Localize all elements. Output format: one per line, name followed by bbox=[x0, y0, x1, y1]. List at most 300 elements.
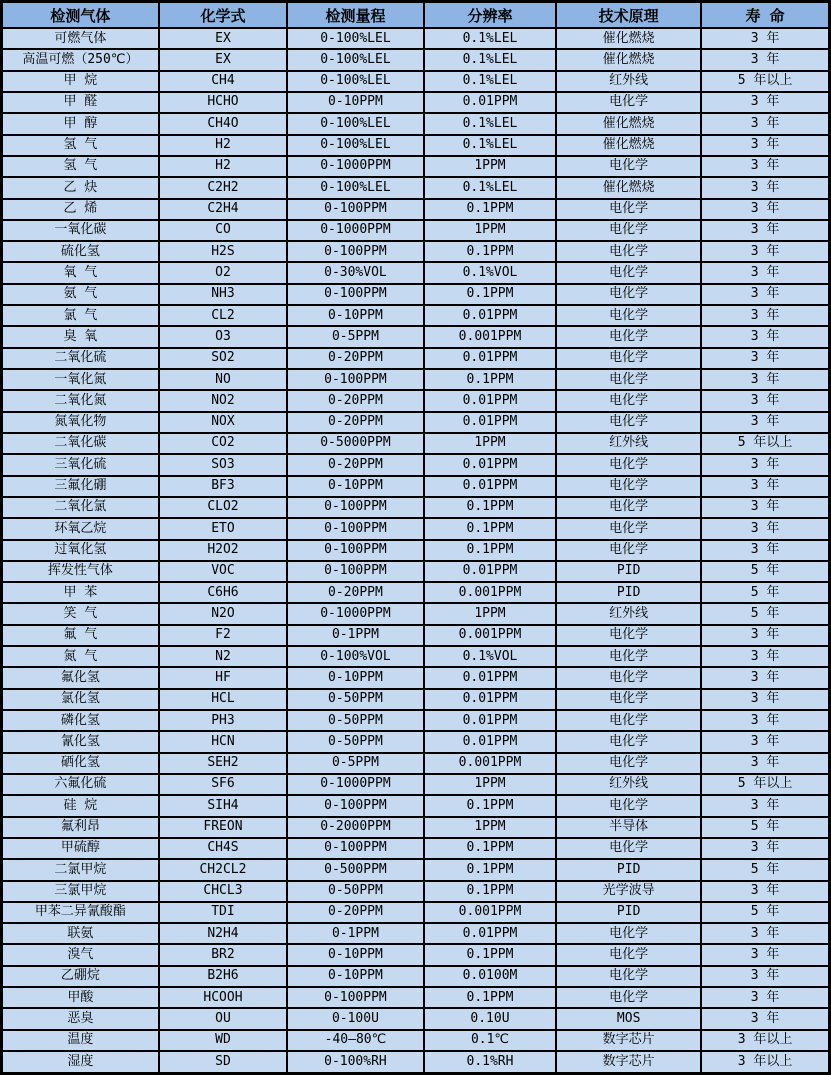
table-cell-formula: C2H2 bbox=[159, 177, 287, 198]
table-cell-formula: CLO2 bbox=[159, 497, 287, 518]
table-cell-range: 0-100%LEL bbox=[287, 71, 424, 92]
table-cell-range: 0-20PPM bbox=[287, 390, 424, 411]
table-cell-gas: 六氟化硫 bbox=[2, 774, 159, 795]
table-cell-formula: PH3 bbox=[159, 710, 287, 731]
table-cell-formula: HCOOH bbox=[159, 987, 287, 1008]
table-cell-principle: 电化学 bbox=[556, 412, 701, 433]
table-cell-principle: 电化学 bbox=[556, 156, 701, 177]
table-cell-range: 0-100PPM bbox=[287, 540, 424, 561]
table-cell-principle: 催化燃烧 bbox=[556, 135, 701, 156]
table-row bbox=[2, 241, 830, 262]
table-cell-formula: C6H6 bbox=[159, 582, 287, 603]
table-row bbox=[2, 518, 830, 539]
table-row bbox=[2, 987, 830, 1008]
table-cell-formula: F2 bbox=[159, 625, 287, 646]
table-cell-principle: PID bbox=[556, 859, 701, 880]
table-cell-lifespan: 3 年 bbox=[701, 135, 829, 156]
table-cell-formula: WD bbox=[159, 1030, 287, 1051]
table-cell-gas: 二氯甲烷 bbox=[2, 859, 159, 880]
table-cell-range: 0-10PPM bbox=[287, 92, 424, 113]
table-cell-principle: 电化学 bbox=[556, 667, 701, 688]
table-cell-gas: 湿度 bbox=[2, 1051, 159, 1074]
table-cell-range: 0-100PPM bbox=[287, 369, 424, 390]
table-row bbox=[2, 795, 830, 816]
table-cell-resolution: 0.01PPM bbox=[424, 923, 556, 944]
table-cell-gas: 挥发性气体 bbox=[2, 561, 159, 582]
table-cell-resolution: 0.001PPM bbox=[424, 902, 556, 923]
table-row bbox=[2, 731, 830, 752]
table-cell-lifespan: 5 年 bbox=[701, 603, 829, 624]
table-cell-range: 0-100%LEL bbox=[287, 177, 424, 198]
table-cell-principle: 红外线 bbox=[556, 71, 701, 92]
table-cell-lifespan: 3 年 bbox=[701, 753, 829, 774]
table-row bbox=[2, 476, 830, 497]
table-cell-lifespan: 3 年以上 bbox=[701, 1051, 829, 1074]
table-cell-resolution: 1PPM bbox=[424, 220, 556, 241]
table-cell-lifespan: 3 年 bbox=[701, 284, 829, 305]
table-cell-gas: 甲 醇 bbox=[2, 113, 159, 134]
table-cell-range: 0-20PPM bbox=[287, 902, 424, 923]
table-cell-resolution: 0.1PPM bbox=[424, 881, 556, 902]
table-cell-range: 0-100U bbox=[287, 1008, 424, 1029]
table-row bbox=[2, 689, 830, 710]
table-cell-formula: CHCL3 bbox=[159, 881, 287, 902]
table-row bbox=[2, 561, 830, 582]
table-cell-principle: 电化学 bbox=[556, 987, 701, 1008]
table-cell-range: 0-1000PPM bbox=[287, 220, 424, 241]
table-cell-resolution: 0.01PPM bbox=[424, 731, 556, 752]
table-row bbox=[2, 667, 830, 688]
table-cell-gas: 溴气 bbox=[2, 944, 159, 965]
table-cell-gas: 甲酸 bbox=[2, 987, 159, 1008]
table-cell-gas: 氯化氢 bbox=[2, 689, 159, 710]
table-cell-principle: 电化学 bbox=[556, 326, 701, 347]
table-cell-gas: 乙 炔 bbox=[2, 177, 159, 198]
table-cell-gas: 恶臭 bbox=[2, 1008, 159, 1029]
table-cell-formula: CH4O bbox=[159, 113, 287, 134]
table-cell-lifespan: 3 年以上 bbox=[701, 1030, 829, 1051]
table-cell-range: 0-1PPM bbox=[287, 923, 424, 944]
table-cell-formula: B2H6 bbox=[159, 966, 287, 987]
table-cell-gas: 氢 气 bbox=[2, 135, 159, 156]
table-cell-gas: 三氯甲烷 bbox=[2, 881, 159, 902]
table-cell-formula: BR2 bbox=[159, 944, 287, 965]
table-cell-resolution: 0.1PPM bbox=[424, 944, 556, 965]
table-cell-lifespan: 3 年 bbox=[701, 881, 829, 902]
table-cell-formula: CO2 bbox=[159, 433, 287, 454]
table-cell-principle: 电化学 bbox=[556, 540, 701, 561]
table-cell-range: 0-100PPM bbox=[287, 987, 424, 1008]
gas-table-body bbox=[2, 28, 830, 1074]
table-cell-gas: 二氧化硫 bbox=[2, 348, 159, 369]
table-cell-range: 0-100%LEL bbox=[287, 28, 424, 49]
table-cell-gas: 臭 氧 bbox=[2, 326, 159, 347]
table-cell-formula: N2 bbox=[159, 646, 287, 667]
table-row bbox=[2, 326, 830, 347]
table-cell-formula: H2O2 bbox=[159, 540, 287, 561]
table-cell-lifespan: 3 年 bbox=[701, 412, 829, 433]
table-cell-resolution: 0.1%LEL bbox=[424, 49, 556, 70]
table-cell-gas: 温度 bbox=[2, 1030, 159, 1051]
table-cell-range: 0-5000PPM bbox=[287, 433, 424, 454]
table-cell-principle: 数字芯片 bbox=[556, 1030, 701, 1051]
table-cell-resolution: 0.01PPM bbox=[424, 476, 556, 497]
table-cell-formula: FREON bbox=[159, 817, 287, 838]
table-cell-range: 0-1000PPM bbox=[287, 156, 424, 177]
table-cell-principle: 电化学 bbox=[556, 262, 701, 283]
table-cell-formula: OU bbox=[159, 1008, 287, 1029]
table-cell-gas: 二氧化氮 bbox=[2, 390, 159, 411]
table-cell-resolution: 0.01PPM bbox=[424, 689, 556, 710]
table-cell-resolution: 0.01PPM bbox=[424, 390, 556, 411]
table-row bbox=[2, 369, 830, 390]
table-cell-formula: CL2 bbox=[159, 305, 287, 326]
table-cell-resolution: 1PPM bbox=[424, 774, 556, 795]
table-cell-principle: 电化学 bbox=[556, 944, 701, 965]
table-cell-resolution: 0.1%LEL bbox=[424, 177, 556, 198]
table-cell-lifespan: 3 年 bbox=[701, 177, 829, 198]
table-row bbox=[2, 838, 830, 859]
table-row bbox=[2, 412, 830, 433]
table-row bbox=[2, 454, 830, 475]
table-cell-resolution: 0.10U bbox=[424, 1008, 556, 1029]
table-cell-range: 0-50PPM bbox=[287, 710, 424, 731]
table-cell-formula: SF6 bbox=[159, 774, 287, 795]
table-cell-resolution: 1PPM bbox=[424, 156, 556, 177]
table-cell-lifespan: 5 年 bbox=[701, 817, 829, 838]
table-cell-resolution: 0.01PPM bbox=[424, 305, 556, 326]
table-row bbox=[2, 582, 830, 603]
table-cell-range: 0-100PPM bbox=[287, 518, 424, 539]
table-row bbox=[2, 944, 830, 965]
table-cell-principle: PID bbox=[556, 582, 701, 603]
table-cell-range: 0-1000PPM bbox=[287, 774, 424, 795]
table-cell-formula: NO bbox=[159, 369, 287, 390]
table-cell-principle: 电化学 bbox=[556, 646, 701, 667]
table-row bbox=[2, 177, 830, 198]
table-cell-gas: 氮 气 bbox=[2, 646, 159, 667]
table-row bbox=[2, 262, 830, 283]
table-cell-principle: 电化学 bbox=[556, 92, 701, 113]
table-cell-resolution: 0.1PPM bbox=[424, 838, 556, 859]
table-cell-range: 0-500PPM bbox=[287, 859, 424, 880]
table-cell-resolution: 0.001PPM bbox=[424, 625, 556, 646]
table-cell-gas: 一氧化氮 bbox=[2, 369, 159, 390]
table-cell-resolution: 0.01PPM bbox=[424, 710, 556, 731]
table-cell-lifespan: 3 年 bbox=[701, 305, 829, 326]
table-cell-formula: CH4S bbox=[159, 838, 287, 859]
table-row bbox=[2, 433, 830, 454]
table-cell-principle: 红外线 bbox=[556, 603, 701, 624]
table-cell-resolution: 0.1%RH bbox=[424, 1051, 556, 1074]
table-cell-range: 0-20PPM bbox=[287, 454, 424, 475]
table-cell-range: 0-20PPM bbox=[287, 348, 424, 369]
table-cell-resolution: 0.1PPM bbox=[424, 199, 556, 220]
table-cell-gas: 甲苯二异氰酸酯 bbox=[2, 902, 159, 923]
table-cell-formula: BF3 bbox=[159, 476, 287, 497]
table-row bbox=[2, 1030, 830, 1051]
table-row bbox=[2, 603, 830, 624]
table-cell-principle: 电化学 bbox=[556, 220, 701, 241]
table-cell-range: 0-100PPM bbox=[287, 284, 424, 305]
table-cell-formula: CH2CL2 bbox=[159, 859, 287, 880]
table-cell-lifespan: 3 年 bbox=[701, 497, 829, 518]
table-cell-principle: 电化学 bbox=[556, 923, 701, 944]
table-cell-resolution: 0.001PPM bbox=[424, 326, 556, 347]
table-cell-gas: 高温可燃（250℃） bbox=[2, 49, 159, 70]
table-cell-gas: 笑 气 bbox=[2, 603, 159, 624]
table-row bbox=[2, 135, 830, 156]
table-cell-gas: 二氧化碳 bbox=[2, 433, 159, 454]
header-cell-formula: 化学式 bbox=[159, 2, 287, 29]
table-row bbox=[2, 817, 830, 838]
table-cell-principle: 电化学 bbox=[556, 369, 701, 390]
table-cell-gas: 三氟化硼 bbox=[2, 476, 159, 497]
table-row bbox=[2, 390, 830, 411]
table-cell-gas: 过氧化氢 bbox=[2, 540, 159, 561]
table-row bbox=[2, 305, 830, 326]
table-cell-principle: MOS bbox=[556, 1008, 701, 1029]
table-cell-lifespan: 3 年 bbox=[701, 113, 829, 134]
table-cell-resolution: 0.1%LEL bbox=[424, 113, 556, 134]
table-cell-formula: O3 bbox=[159, 326, 287, 347]
table-cell-lifespan: 3 年 bbox=[701, 476, 829, 497]
table-cell-gas: 联氨 bbox=[2, 923, 159, 944]
table-cell-range: 0-20PPM bbox=[287, 412, 424, 433]
table-cell-principle: 电化学 bbox=[556, 497, 701, 518]
table-cell-principle: 电化学 bbox=[556, 454, 701, 475]
table-cell-lifespan: 3 年 bbox=[701, 667, 829, 688]
table-cell-lifespan: 3 年 bbox=[701, 390, 829, 411]
table-cell-lifespan: 5 年以上 bbox=[701, 71, 829, 92]
table-cell-lifespan: 3 年 bbox=[701, 966, 829, 987]
table-cell-gas: 一氧化碳 bbox=[2, 220, 159, 241]
table-cell-principle: 电化学 bbox=[556, 390, 701, 411]
table-cell-formula: SO3 bbox=[159, 454, 287, 475]
table-cell-lifespan: 3 年 bbox=[701, 731, 829, 752]
table-cell-range: 0-100PPM bbox=[287, 838, 424, 859]
table-cell-range: 0-100PPM bbox=[287, 795, 424, 816]
table-cell-range: 0-10PPM bbox=[287, 667, 424, 688]
table-cell-gas: 氟 气 bbox=[2, 625, 159, 646]
table-cell-gas: 三氧化硫 bbox=[2, 454, 159, 475]
table-cell-lifespan: 5 年 bbox=[701, 561, 829, 582]
table-cell-gas: 可燃气体 bbox=[2, 28, 159, 49]
table-cell-formula: H2S bbox=[159, 241, 287, 262]
table-cell-gas: 磷化氢 bbox=[2, 710, 159, 731]
table-cell-resolution: 0.01PPM bbox=[424, 412, 556, 433]
table-cell-formula: NH3 bbox=[159, 284, 287, 305]
table-cell-lifespan: 3 年 bbox=[701, 348, 829, 369]
table-cell-resolution: 0.1%LEL bbox=[424, 28, 556, 49]
table-cell-gas: 氰化氢 bbox=[2, 731, 159, 752]
table-cell-resolution: 1PPM bbox=[424, 433, 556, 454]
table-cell-resolution: 1PPM bbox=[424, 603, 556, 624]
table-cell-lifespan: 5 年以上 bbox=[701, 774, 829, 795]
table-cell-principle: PID bbox=[556, 561, 701, 582]
table-cell-principle: PID bbox=[556, 902, 701, 923]
table-cell-range: 0-10PPM bbox=[287, 476, 424, 497]
table-cell-gas: 环氧乙烷 bbox=[2, 518, 159, 539]
table-cell-lifespan: 3 年 bbox=[701, 369, 829, 390]
header-cell-resolution: 分辨率 bbox=[424, 2, 556, 29]
table-cell-range: 0-5PPM bbox=[287, 753, 424, 774]
table-cell-formula: SO2 bbox=[159, 348, 287, 369]
table-cell-gas: 甲硫醇 bbox=[2, 838, 159, 859]
table-row bbox=[2, 1008, 830, 1029]
table-cell-range: 0-100%RH bbox=[287, 1051, 424, 1074]
table-cell-formula: SIH4 bbox=[159, 795, 287, 816]
table-cell-formula: H2 bbox=[159, 156, 287, 177]
table-cell-resolution: 0.01PPM bbox=[424, 454, 556, 475]
table-cell-gas: 甲 苯 bbox=[2, 582, 159, 603]
table-row bbox=[2, 923, 830, 944]
table-cell-formula: VOC bbox=[159, 561, 287, 582]
table-cell-lifespan: 3 年 bbox=[701, 987, 829, 1008]
table-cell-lifespan: 3 年 bbox=[701, 241, 829, 262]
table-cell-formula: HCL bbox=[159, 689, 287, 710]
table-row bbox=[2, 92, 830, 113]
table-cell-formula: HCHO bbox=[159, 92, 287, 113]
table-cell-lifespan: 3 年 bbox=[701, 540, 829, 561]
table-cell-lifespan: 3 年 bbox=[701, 92, 829, 113]
table-cell-range: 0-50PPM bbox=[287, 689, 424, 710]
table-cell-resolution: 0.001PPM bbox=[424, 582, 556, 603]
table-cell-resolution: 0.01PPM bbox=[424, 667, 556, 688]
table-cell-formula: SEH2 bbox=[159, 753, 287, 774]
table-cell-principle: 催化燃烧 bbox=[556, 177, 701, 198]
table-cell-gas: 氟化氢 bbox=[2, 667, 159, 688]
table-row bbox=[2, 1051, 830, 1074]
table-cell-gas: 氯 气 bbox=[2, 305, 159, 326]
table-cell-range: 0-100PPM bbox=[287, 241, 424, 262]
table-cell-principle: 电化学 bbox=[556, 753, 701, 774]
table-header bbox=[2, 2, 830, 29]
table-row bbox=[2, 625, 830, 646]
table-cell-principle: 电化学 bbox=[556, 689, 701, 710]
table-cell-range: 0-2000PPM bbox=[287, 817, 424, 838]
table-cell-range: 0-100PPM bbox=[287, 199, 424, 220]
table-cell-lifespan: 3 年 bbox=[701, 199, 829, 220]
table-cell-formula: EX bbox=[159, 49, 287, 70]
table-cell-resolution: 0.0100M bbox=[424, 966, 556, 987]
table-cell-lifespan: 3 年 bbox=[701, 646, 829, 667]
table-cell-gas: 硫化氢 bbox=[2, 241, 159, 262]
table-cell-gas: 氨 气 bbox=[2, 284, 159, 305]
table-cell-principle: 数字芯片 bbox=[556, 1051, 701, 1074]
table-row bbox=[2, 540, 830, 561]
table-cell-range: 0-50PPM bbox=[287, 731, 424, 752]
table-cell-resolution: 0.01PPM bbox=[424, 92, 556, 113]
table-cell-lifespan: 3 年 bbox=[701, 625, 829, 646]
table-row bbox=[2, 859, 830, 880]
table-cell-principle: 电化学 bbox=[556, 518, 701, 539]
table-cell-resolution: 0.1PPM bbox=[424, 859, 556, 880]
table-cell-formula: EX bbox=[159, 28, 287, 49]
table-cell-lifespan: 3 年 bbox=[701, 944, 829, 965]
table-row bbox=[2, 220, 830, 241]
table-cell-principle: 光学波导 bbox=[556, 881, 701, 902]
table-cell-lifespan: 3 年 bbox=[701, 689, 829, 710]
header-cell-range: 检测量程 bbox=[287, 2, 424, 29]
table-cell-principle: 电化学 bbox=[556, 731, 701, 752]
table-cell-gas: 甲 醛 bbox=[2, 92, 159, 113]
table-row bbox=[2, 156, 830, 177]
table-cell-resolution: 0.1PPM bbox=[424, 284, 556, 305]
table-cell-range: 0-10PPM bbox=[287, 305, 424, 326]
header-cell-gas: 检测气体 bbox=[2, 2, 159, 29]
table-cell-formula: ETO bbox=[159, 518, 287, 539]
table-cell-lifespan: 3 年 bbox=[701, 710, 829, 731]
table-cell-range: 0-1PPM bbox=[287, 625, 424, 646]
table-cell-resolution: 0.1%LEL bbox=[424, 135, 556, 156]
table-cell-range: -40—80℃ bbox=[287, 1030, 424, 1051]
table-cell-resolution: 0.01PPM bbox=[424, 348, 556, 369]
table-cell-formula: HCN bbox=[159, 731, 287, 752]
table-cell-principle: 电化学 bbox=[556, 625, 701, 646]
table-cell-lifespan: 3 年 bbox=[701, 454, 829, 475]
table-row bbox=[2, 710, 830, 731]
table-row bbox=[2, 881, 830, 902]
table-cell-lifespan: 3 年 bbox=[701, 838, 829, 859]
table-cell-formula: HF bbox=[159, 667, 287, 688]
table-row bbox=[2, 49, 830, 70]
table-cell-lifespan: 3 年 bbox=[701, 49, 829, 70]
table-cell-range: 0-100%LEL bbox=[287, 49, 424, 70]
table-cell-principle: 电化学 bbox=[556, 710, 701, 731]
table-cell-lifespan: 3 年 bbox=[701, 156, 829, 177]
table-row bbox=[2, 71, 830, 92]
table-row bbox=[2, 774, 830, 795]
table-cell-formula: SD bbox=[159, 1051, 287, 1074]
table-cell-formula: NOX bbox=[159, 412, 287, 433]
table-cell-lifespan: 3 年 bbox=[701, 28, 829, 49]
table-cell-principle: 半导体 bbox=[556, 817, 701, 838]
table-row bbox=[2, 753, 830, 774]
table-cell-gas: 氟利昂 bbox=[2, 817, 159, 838]
table-cell-lifespan: 3 年 bbox=[701, 326, 829, 347]
table-cell-formula: N2O bbox=[159, 603, 287, 624]
table-cell-range: 0-100PPM bbox=[287, 497, 424, 518]
table-cell-formula: NO2 bbox=[159, 390, 287, 411]
table-cell-lifespan: 5 年以上 bbox=[701, 433, 829, 454]
table-cell-range: 0-50PPM bbox=[287, 881, 424, 902]
table-cell-formula: H2 bbox=[159, 135, 287, 156]
table-cell-formula: N2H4 bbox=[159, 923, 287, 944]
table-cell-gas: 乙 烯 bbox=[2, 199, 159, 220]
table-cell-gas: 氧 气 bbox=[2, 262, 159, 283]
header-row bbox=[2, 2, 830, 29]
table-cell-lifespan: 3 年 bbox=[701, 262, 829, 283]
table-cell-formula: CH4 bbox=[159, 71, 287, 92]
table-cell-lifespan: 5 年 bbox=[701, 582, 829, 603]
table-cell-gas: 硒化氢 bbox=[2, 753, 159, 774]
table-cell-resolution: 1PPM bbox=[424, 817, 556, 838]
table-cell-principle: 催化燃烧 bbox=[556, 49, 701, 70]
table-cell-range: 0-30%VOL bbox=[287, 262, 424, 283]
table-cell-formula: O2 bbox=[159, 262, 287, 283]
table-cell-resolution: 0.1℃ bbox=[424, 1030, 556, 1051]
table-row bbox=[2, 284, 830, 305]
table-cell-principle: 电化学 bbox=[556, 305, 701, 326]
table-row bbox=[2, 646, 830, 667]
table-cell-principle: 红外线 bbox=[556, 433, 701, 454]
table-cell-range: 0-100%VOL bbox=[287, 646, 424, 667]
table-cell-principle: 电化学 bbox=[556, 241, 701, 262]
table-cell-lifespan: 3 年 bbox=[701, 1008, 829, 1029]
table-cell-gas: 氢 气 bbox=[2, 156, 159, 177]
table-cell-principle: 电化学 bbox=[556, 966, 701, 987]
